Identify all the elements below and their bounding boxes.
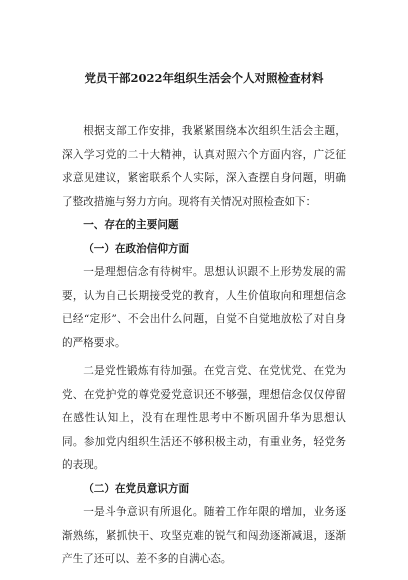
subsection-heading-political-belief: （一）在政治信仰方面: [83, 242, 190, 255]
section-heading-main-problems: 一、存在的主要问题: [83, 219, 179, 231]
subsection-heading-party-awareness: （二）在党员意识方面: [83, 482, 190, 495]
paragraph-ideals-beliefs: 一是理想信念有待树牢。思想认识跟不上形势发展的需要，认为自己长期接受党的教育，人生价值取向和理想信念已经“定形”、不会出什么问题，自觉不自觉地放松了对自身的严格要求。: [62, 266, 346, 349]
document-title: 党员干部2022年组织生活会个人对照检查材料: [84, 71, 324, 85]
intro-paragraph: 根据支部工作安排，我紧紧围绕本次组织生活会主题，深入学习党的二十大精神，认真对照六个方面内容，广泛征求意见建议，紧密联系个人实际，深入查摆自身问题，明确了整改措施与努力方向。现将有关情况对照检查如下：: [62, 125, 346, 208]
paragraph-struggle-awareness: 一是斗争意识有所退化。随着工作年限的增加，业务逐渐熟练，紧抓快干、攻坚克难的锐气和闯劲逐渐减退，逐渐产生了还可以、差不多的自满心态。: [62, 506, 346, 565]
paragraph-party-spirit: 二是党性锻炼有待加强。在党言党、在党忧党、在党为党、在党护党的尊党爱党意识还不够强，理想信念仅仅停留在感性认知上，没有在理性思考中不断巩固升华为思想认同。参加党内组织生活还不够积极主动，有重业务，轻党务的表现。: [62, 365, 346, 471]
